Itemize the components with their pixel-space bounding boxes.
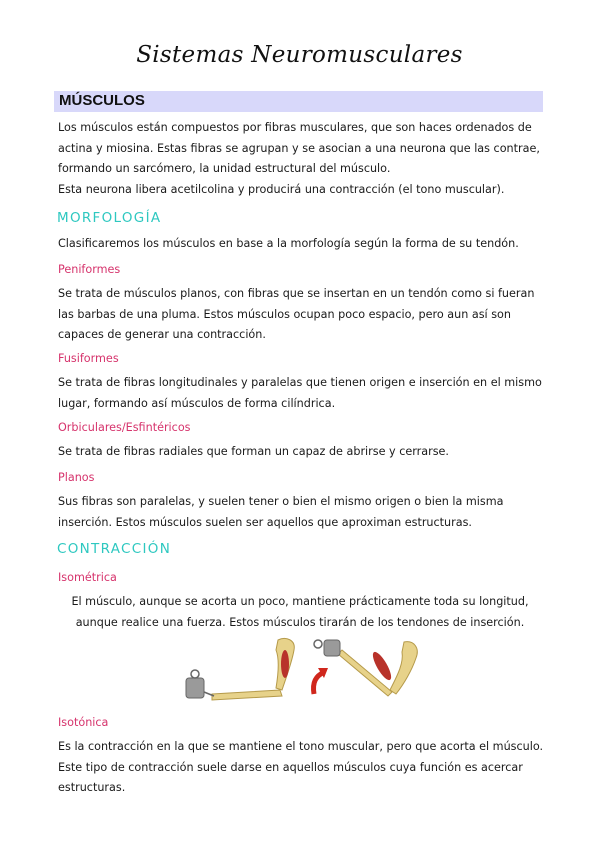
page-title: Sistemas Neuromusculares (136, 42, 463, 68)
heading-morfologia: MORFOLOGÍA (57, 210, 162, 226)
isotonica-paragraph: Es la contracción en la que se mantiene el tono muscular, pero que acorta el músculo. Este tipo de contracción suele darse en aquellos músculos cuya función es acercar estructuras. (58, 740, 544, 794)
isometric-arm-drawing (186, 638, 294, 700)
heading-contraccion: CONTRACCIÓN (57, 541, 172, 557)
peniformes-paragraph: Se trata de músculos planos, con fibras que se insertan en un tendón como si fueran las barbas de una pluma. Estos músculos ocupan poco espacio, pero aun así son capaces de generar una contracción. (58, 287, 535, 341)
intro-paragraph-2: Esta neurona libera acetilcolina y producirá una contracción (el tono muscular). (58, 183, 505, 196)
intro-paragraph-1: Los músculos están compuestos por fibras musculares, que son haces ordenados de actina y miosina. Estas fibras se agrupan y se asocian a una neurona que las contrae, formando un sarcómero, la unidad estructural del músculo. (58, 121, 540, 175)
heading-isometrica: Isométrica (58, 571, 117, 584)
heading-orbiculares: Orbiculares/Esfintéricos (58, 421, 191, 434)
heading-fusiformes: Fusiformes (58, 352, 119, 365)
heading-isotonica: Isotónica (58, 716, 109, 729)
muscle-contraction-illustration (182, 632, 422, 704)
section-banner (54, 91, 543, 112)
planos-paragraph: Sus fibras son paralelas, y suelen tener o bien el mismo origen o bien la misma inserción. Estos músculos suelen ser aquellos que aproximan estructuras. (58, 495, 504, 529)
morfologia-paragraph: Clasificaremos los músculos en base a la morfología según la forma de su tendón. (58, 237, 519, 250)
section-heading: MÚSCULOS (59, 92, 145, 109)
isotonic-arm-drawing (313, 640, 417, 696)
orbiculares-paragraph: Se trata de fibras radiales que forman un capaz de abrirse y cerrarse. (58, 445, 449, 458)
isometrica-paragraph: El músculo, aunque se acorta un poco, mantiene prácticamente toda su longitud, aunque realice una fuerza. Estos músculos tirarán de los tendones de inserción. (71, 595, 529, 629)
heading-planos: Planos (58, 471, 95, 484)
heading-peniformes: Peniformes (58, 263, 121, 276)
fusiformes-paragraph: Se trata de fibras longitudinales y paralelas que tienen origen e inserción en el mismo lugar, formando así músculos de forma cilíndrica. (58, 376, 542, 410)
